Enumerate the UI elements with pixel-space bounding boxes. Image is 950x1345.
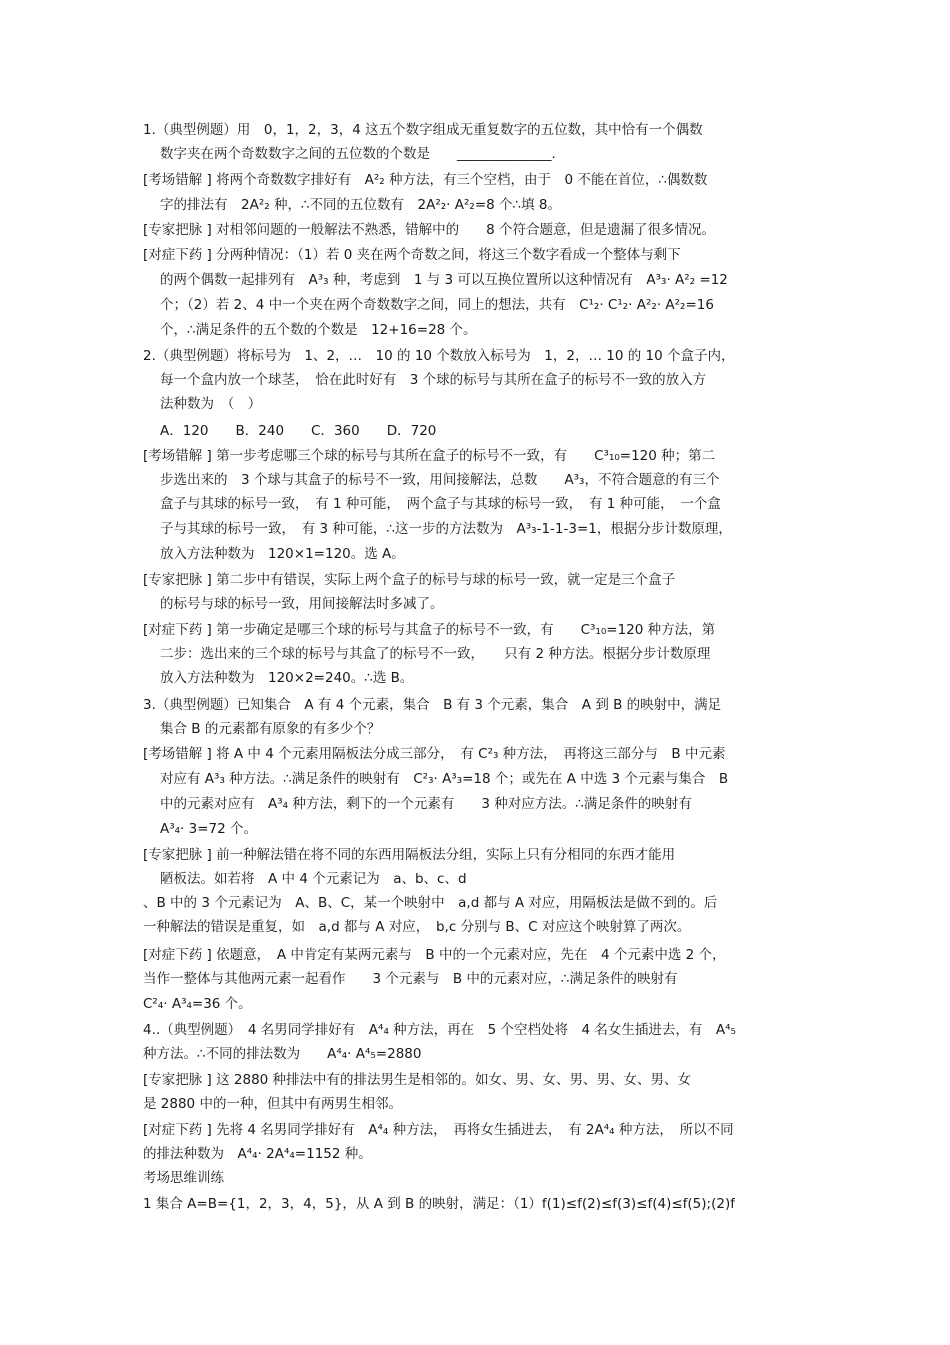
expert-note-3-cont: 陋板法。如若将 A 中 4 个元素记为 a、b、c、d [160,871,467,887]
problem-2-stem-cont: 法种数为 （ ） [160,396,262,412]
expert-note-4-cont: 是 2880 中的一种，但其中有两男生相邻。 [143,1096,402,1112]
problem-1-stem-cont: 数字夹在两个奇数数字之间的五位数的个数是 ______________. [160,146,556,162]
expert-note-2: [专家把脉 ] 第二步中有错误，实际上两个盒子的标号与球的标号一致，就一定是三个盒子 [143,572,676,588]
correct-solution-2-cont: 二步：选出来的三个球的标号与其盒了的标号不一致， 只有 2 种方法。根据分步计数原理 [160,646,711,662]
wrong-solution-3-cont: A³₄· 3=72 个。 [160,821,258,837]
wrong-solution-3: [考场错解 ] 将 A 中 4 个元素用隔板法分成三部分， 有 C²₃ 种方法， 再将这三部分与 B 中元素 [143,746,726,762]
correct-solution-1: [对症下药 ] 分两种情况：（1）若 0 夹在两个奇数之间，将这三个数字看成一个整体与剩下 [143,247,681,263]
problem-2-stem: 2.（典型例题）将标号为 1、2，… 10 的 10 个数放入标号为 1，2，… 10 的 10 个盒子内， [143,348,735,364]
problem-3-stem: 3.（典型例题）已知集合 A 有 4 个元素，集合 B 有 3 个元素，集合 A 到 B 的映射中，满足 [143,697,722,713]
wrong-solution-2: [考场错解 ] 第一步考虑哪三个球的标号与其所在盒子的标号不一致，有 C³₁₀=120 种；第二 [143,448,716,464]
section-heading: 考场思维训练 [143,1170,224,1186]
wrong-solution-2-cont: 步选出来的 3 个球与其盒子的标号不一致，用间接解法，总数 A³₃，不符合题意的有三个 [160,472,720,488]
correct-solution-2-cont: 放入方法种数为 120×2=240。∴选 B。 [160,670,414,686]
problem-2-options: A．120 B．240 C．360 D．720 [160,423,437,439]
correct-solution-1-cont: 个；（2）若 2、4 中一个夹在两个奇数数字之间，同上的想法，共有 C¹₂· C¹₂· A²₂· A²₂=16 [160,297,714,313]
expert-note-4: [专家把脉 ] 这 2880 种排法中有的排法男生是相邻的。如女、男、女、男、男、女、男、女 [143,1072,692,1088]
expert-note-2-cont: 的标号与球的标号一致，用间接解法时多减了。 [160,596,444,612]
problem-4-stem-cont: 种方法。∴不同的排法数为 A⁴₄· A⁴₅=2880 [143,1046,422,1062]
training-problem-1: 1 集合 A=B={1，2，3，4，5}，从 A 到 B 的映射，满足：（1）f(1)≤f(2)≤f(3)≤f(4)≤f(5);(2)f [143,1196,735,1212]
expert-note-1: [专家把脉 ] 对相邻问题的一般解法不熟悉，错解中的 8 个符合题意，但是遗漏了很多情况。 [143,222,715,238]
expert-note-3: [专家把脉 ] 前一种解法错在将不同的东西用隔板法分组，实际上只有分相同的东西才能用 [143,847,676,863]
correct-solution-1-cont: 个，∴满足条件的五个数的个数是 12+16=28 个。 [160,322,477,338]
correct-solution-3: [对症下药 ] 依题意， A 中肯定有某两元素与 B 中的一个元素对应，先在 4 个元素中选 2 个， [143,947,726,963]
correct-solution-2: [对症下药 ] 第一步确定是哪三个球的标号与其盒子的标号不一致，有 C³₁₀=120 种方法，第 [143,622,716,638]
expert-note-3-cont: 一种解法的错误是重复，如 a,d 都与 A 对应， b,c 分别与 B、C 对应这个映射算了两次。 [143,919,691,935]
problem-1-stem: 1.（典型例题）用 0，1，2，3，4 这五个数字组成无重复数字的五位数，其中恰有一个偶数 [143,122,703,138]
wrong-solution-3-cont: 对应有 A³₃ 种方法。∴满足条件的映射有 C²₃· A³₃=18 个；或先在 A 中选 3 个元素与集合 B [160,771,729,787]
correct-solution-1-cont: 的两个偶数一起排列有 A³₃ 种，考虑到 1 与 3 可以互换位置所以这种情况有 A³₃· A²₂ =12 [160,272,728,288]
correct-solution-3-cont: C²₄· A³₄=36 个。 [143,996,252,1012]
correct-solution-3-cont: 当作一整体与其他两元素一起看作 3 个元素与 B 中的元素对应，∴满足条件的映射有 [143,971,678,987]
expert-note-3-cont: 、B 中的 3 个元素记为 A、B、C，某一个映射中 a,d 都与 A 对应，用隔板法是做不到的。后 [143,895,718,911]
wrong-solution-1-cont: 字的排法有 2A²₂ 种，∴不同的五位数有 2A²₂· A²₂=8 个∴填 8。 [160,197,561,213]
problem-3-stem-cont: 集合 B 的元素都有原象的有多少个？ [160,721,381,737]
wrong-solution-1: [考场错解 ] 将两个奇数数字排好有 A²₂ 种方法，有三个空档，由于 0 不能在首位，∴偶数数 [143,172,708,188]
wrong-solution-3-cont: 中的元素对应有 A³₄ 种方法，剩下的一个元素有 3 种对应方法。∴满足条件的映射有 [160,796,692,812]
wrong-solution-2-cont: 放入方法种数为 120×1=120。选 A。 [160,546,405,562]
wrong-solution-2-cont: 盒子与其球的标号一致， 有 1 种可能， 两个盒子与其球的标号一致， 有 1 种可能， 一个盒 [160,496,721,512]
problem-4-stem: 4..（典型例题） 4 名男同学排好有 A⁴₄ 种方法，再在 5 个空档处将 4 名女生插进去，有 A⁴₅ [143,1022,736,1038]
correct-solution-4: [对症下药 ] 先将 4 名男同学排好有 A⁴₄ 种方法， 再将女生插进去， 有 2A⁴₄ 种方法， 所以不同 [143,1122,734,1138]
problem-2-stem-cont: 每一个盒内放一个球茎， 恰在此时好有 3 个球的标号与其所在盒子的标号不一致的放入方 [160,372,707,388]
correct-solution-4-cont: 的排法种数为 A⁴₄· 2A⁴₄=1152 种。 [143,1146,372,1162]
wrong-solution-2-cont: 子与其球的标号一致， 有 3 种可能，∴这一步的方法数为 A³₃-1-1-3=1，根据分步计数原理， [160,521,732,537]
